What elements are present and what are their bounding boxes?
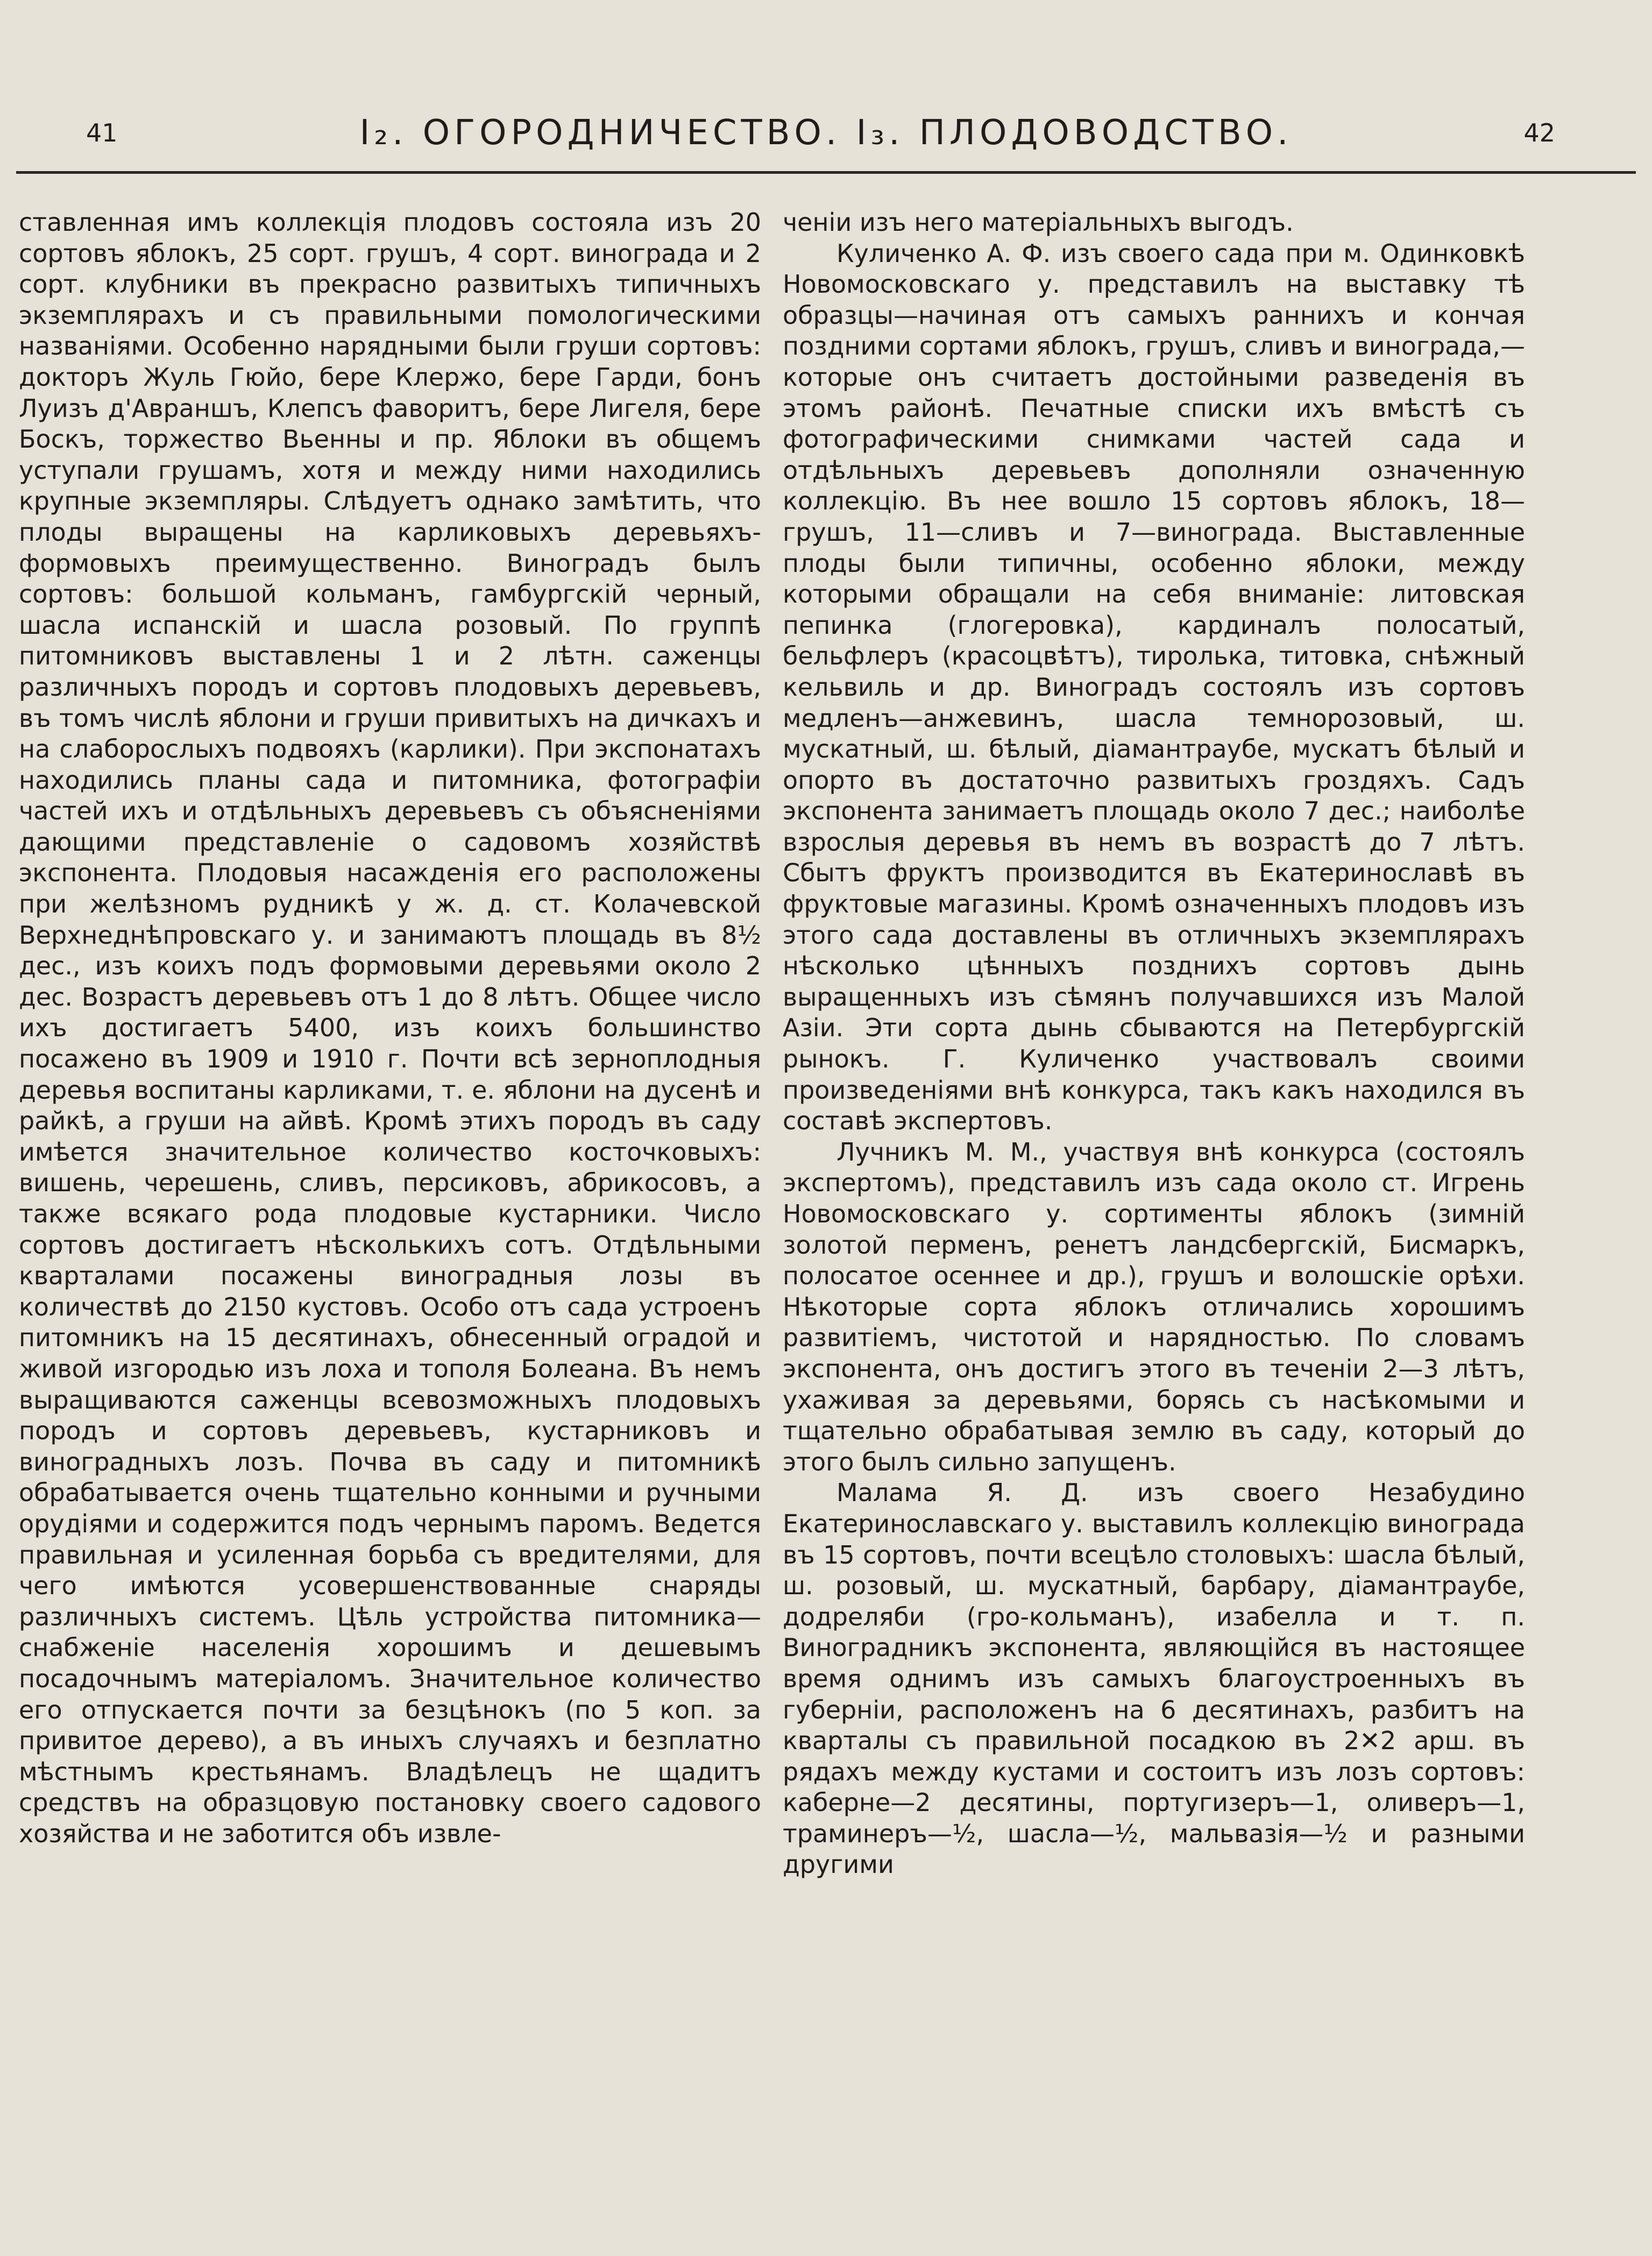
paragraph: Куличенко А. Ф. изъ своего сада при м. Одинковкѣ Новомосковскаго у. представилъ на выставку тѣ образцы—начиная отъ самыхъ раннихъ и кончая поздними сортами яблокъ, грушъ, сливъ и винограда,—которые онъ считаетъ достойными разведенія въ этомъ районѣ. Печатные списки ихъ вмѣстѣ съ фотографическими снимками частей сада и отдѣльныхъ деревьевъ дополняли означенную коллекцію. Въ нее вошло 15 сортовъ яблокъ, 18—грушъ, 11—сливъ и 7—винограда. Выставленные плоды были типичны, особенно яблоки, между которыми обращали на себя вниманіе: литовская пепинка (глогеровка), кардиналъ полосатый, бельфлеръ (красоцвѣтъ), тиролька, титовка, снѣжный кельвиль и др. Виноградъ состоялъ изъ сортовъ медленъ—анжевинъ, шасла темнорозовый, ш. мускатный, ш. бѣлый, діамантраубе, мускатъ бѣлый и опорто въ достаточно развитыхъ гроздяхъ. Садъ экспонента занимаетъ площадь около 7 дес.; наиболѣе взрослыя деревья въ немъ въ возрастѣ до 7 лѣтъ. Сбытъ фруктъ производится въ Екатеринославѣ въ фруктовые магазины. Кромѣ означенныхъ плодовъ изъ этого сада доставлены въ отличныхъ экземплярахъ нѣсколько цѣнныхъ позднихъ сортовъ дынь выращенныхъ изъ сѣмянъ получавшихся изъ Малой Азіи. Эти сорта дынь сбываются на Петербургскій рынокъ. Г. Куличенко участвовалъ своими произведеніями внѣ конкурса, такъ какъ находился въ составѣ экспертовъ. <box>783 238 1525 1136</box>
page-number-right: 42 <box>1523 118 1555 147</box>
paragraph: Малама Я. Д. изъ своего Незабудино Екатеринославскаго у. выставилъ коллекцію винограда въ 15 сортовъ, почти всецѣло столовыхъ: шасла бѣлый, ш. розовый, ш. мускатный, барбару, діамантраубе, додреляби (гро-кольманъ), изабелла и т. п. Виноградникъ экспонента, являющійся въ настоящее время однимъ изъ самыхъ благоустроенныхъ въ губерніи, расположенъ на 6 десятинахъ, разбитъ на кварталы съ правильной посадкою въ 2✕2 арш. въ рядахъ между кустами и состоитъ изъ лозъ сортовъ: каберне—2 десятины, португизеръ—1, оливеръ—1, траминеръ—½, шасла—½, мальвазія—½ и разными другими <box>783 1478 1525 1879</box>
running-header <box>16 102 1636 178</box>
paragraph: ченіи изъ него матеріальныхъ выгодъ. <box>783 208 1294 237</box>
header-rule <box>16 171 1636 174</box>
section-title: I₂. ОГОРОДНИЧЕСТВО. I₃. ПЛОДОВОДСТВО. <box>359 113 1293 153</box>
left-column <box>19 207 761 1849</box>
page-number-left: 41 <box>86 118 118 147</box>
right-column <box>783 207 1525 1880</box>
paragraph: Лучникъ М. М., участвуя внѣ конкурса (состоялъ экспертомъ), представилъ изъ сада около ст. Игрень Новомосковскаго у. сортименты яблокъ (зимній золотой перменъ, ренетъ ландсбергскій, Бисмаркъ, полосатое осеннее и др.), грушъ и волошскіе орѣхи. Нѣкоторые сорта яблокъ отличались хорошимъ развитіемъ, чистотой и нарядностью. По словамъ экспонента, онъ достигъ этого въ теченіи 2—3 лѣтъ, ухаживая за деревьями, борясь съ насѣкомыми и тщательно обрабатывая землю въ саду, который до этого былъ сильно запущенъ. <box>783 1137 1525 1476</box>
paragraph: ставленная имъ коллекція плодовъ состояла изъ 20 сортовъ яблокъ, 25 сорт. грушъ, 4 сорт. винограда и 2 сорт. клубники въ прекрасно развитыхъ типичныхъ экземплярахъ и съ правильными помологическими названіями. Особенно нарядными были груши сортовъ: докторъ Жуль Гюйо, бере Клержо, бере Гарди, бонъ Луизъ д'Авраншъ, Клепсъ фаворитъ, бере Лигеля, бере Боскъ, торжество Вьенны и пр. Яблоки въ общемъ уступали грушамъ, хотя и между ними находились крупные экземпляры. Слѣдуетъ однако замѣтить, что плоды выращены на карликовыхъ деревьяхъ-формовыхъ преимущественно. Виноградъ былъ сортовъ: большой кольманъ, гамбургскій черный, шасла испанскій и шасла розовый. По группѣ питомниковъ выставлены 1 и 2 лѣтн. саженцы различныхъ породъ и сортовъ плодовыхъ деревьевъ, въ томъ числѣ яблони и груши привитыхъ на дичкахъ и на слаборослыхъ подвояхъ (карлики). При экспонатахъ находились планы сада и питомника, фотографіи частей ихъ и отдѣльныхъ деревьевъ съ объясненіями дающими представленіе о садовомъ хозяйствѣ экспонента. Плодовыя насажденія его расположены при желѣзномъ рудникѣ у ж. д. ст. Колачевской Верхнеднѣпровскаго у. и занимаютъ площадь въ 8½ дес., изъ коихъ подъ формовыми деревьями около 2 дес. Возрастъ деревьевъ отъ 1 до 8 лѣтъ. Общее число ихъ достигаетъ 5400, изъ коихъ большинство посажено въ 1909 и 1910 г. Почти всѣ зерноплодныя деревья воспитаны карликами, т. е. яблони на дусенѣ и райкѣ, а груши на айвѣ. Кромѣ этихъ породъ въ саду имѣется значительное количество косточковыхъ: вишень, черешень, сливъ, персиковъ, абрикосовъ, а также всякаго рода плодовые кустарники. Число сортовъ достигаетъ нѣсколькихъ сотъ. Отдѣльными кварталами посажены виноградныя лозы въ количествѣ до 2150 кустовъ. Особо отъ сада устроенъ питомникъ на 15 десятинахъ, обнесенный оградой и живой изгородью изъ лоха и тополя Болеана. Въ немъ выращиваются саженцы всевозможныхъ плодовыхъ породъ и сортовъ деревьевъ, кустарниковъ и виноградныхъ лозъ. Почва въ саду и питомникѣ обрабатывается очень тщательно конными и ручными орудіями и содержится подъ чернымъ паромъ. Ведется правильная и усиленная борьба съ вредителями, для чего имѣются усовершенствованные снаряды различныхъ системъ. Цѣль устройства питомника—снабженіе населенія хорошимъ и дешевымъ посадочнымъ матеріаломъ. Значительное количество его отпускается почти за безцѣнокъ (по 5 коп. за привитое дерево), а въ иныхъ случаяхъ и безплатно мѣстнымъ крестьянамъ. Владѣлецъ не щадитъ средствъ на образцовую постановку своего садового хозяйства и не заботится объ извле- <box>19 208 761 1848</box>
